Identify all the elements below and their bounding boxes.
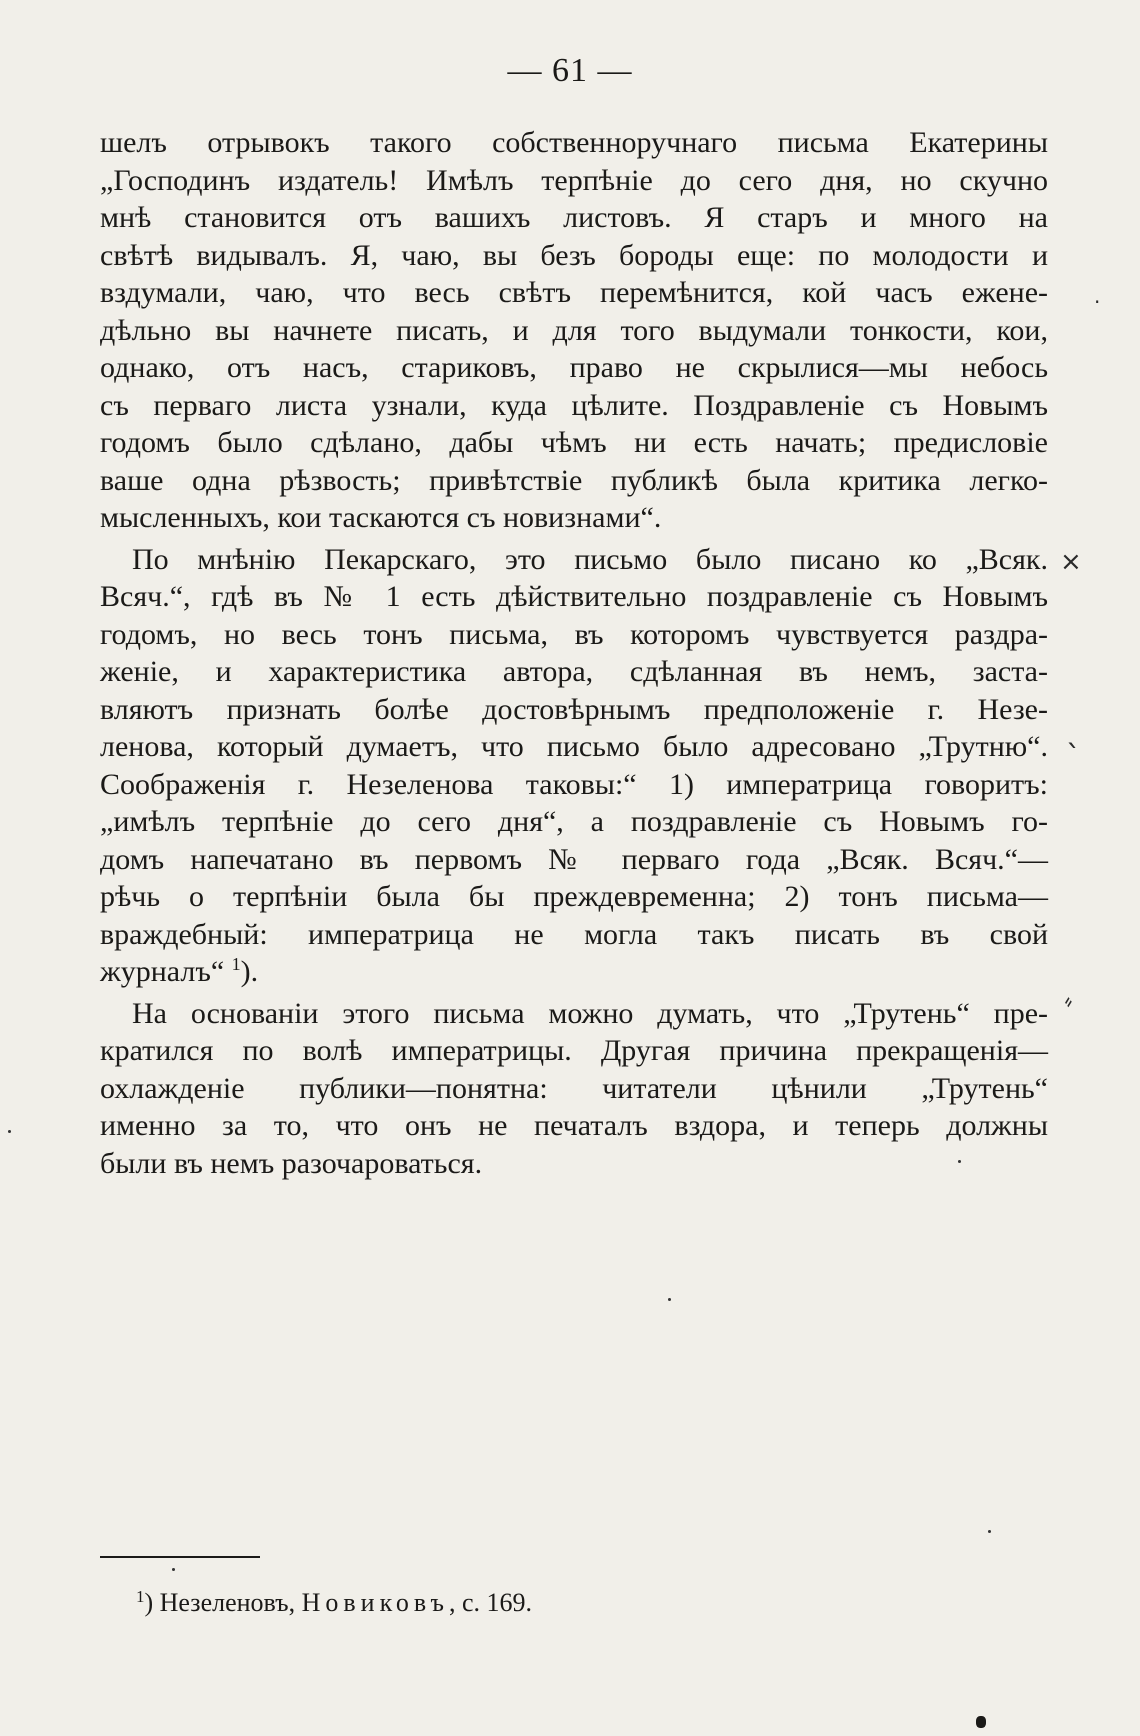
body-text: [100, 124, 1048, 1182]
text-line: женіе, и характеристика автора, сдѣланная въ немъ, заста-: [100, 655, 1048, 688]
text-line: Всяч.“, гдѣ въ № 1 есть дѣйствительно поздравленіе съ Новымъ: [100, 580, 1048, 613]
text-line: По мнѣнію Пекарскаго, это письмо было писано ко „Всяк.: [132, 542, 1048, 576]
paper-speck: [958, 1160, 961, 1163]
text-line: домъ напечатано въ первомъ № перваго года „Всяк. Всяч.“—: [100, 842, 1048, 876]
text-line: были въ немъ разочароваться.: [100, 1146, 483, 1180]
footnote-divider: [100, 1556, 260, 1558]
text-line: вляютъ признать болѣе достовѣрнымъ предположеніе г. Незе-: [100, 692, 1048, 726]
margin-dot-mark: ·: [1094, 290, 1101, 314]
text-line: однако, отъ насъ, стариковъ, право не скрылися—мы небось: [100, 351, 1048, 384]
footnote-text: ) Незеленовъ,: [144, 1588, 302, 1617]
text-line: кратился по волѣ императрицы. Другая причина прекращенія—: [100, 1034, 1048, 1067]
text-line: Соображенія г. Незеленова таковы:“ 1) императрица говоритъ:: [100, 767, 1048, 801]
text-line: враждебный: императрица не могла такъ писать въ свой: [100, 917, 1048, 951]
ink-blot: [976, 1716, 986, 1728]
paper-speck: [988, 1530, 991, 1533]
text-line: „имѣлъ терпѣніе до сего дня“, а поздравленіе съ Новымъ го-: [100, 805, 1048, 838]
text-line: съ перваго листа узнали, куда цѣлите. Поздравленіе съ Новымъ: [100, 388, 1048, 422]
margin-tick-mark: ˎ: [1066, 714, 1081, 749]
text-line: вздумали, чаю, что весь свѣтъ перемѣнится, кой часъ еженe-: [100, 276, 1048, 309]
text-line: охлажденіе публики—понятна: читатели цѣнили „Трутень“: [100, 1071, 1048, 1105]
text-line: ленова, который думаетъ, что письмо было адресовано „Трутню“.: [100, 730, 1048, 763]
footnote: [136, 1588, 532, 1618]
footnote-marker: 1: [136, 1587, 145, 1606]
text-line: рѣчь о терпѣніи была бы преждевременна; 2) тонъ письма—: [100, 880, 1048, 913]
paper-speck: [172, 1568, 175, 1571]
paper-speck: [668, 1298, 671, 1301]
text-fragment: журналъ“: [100, 955, 225, 988]
text-line: годомъ было сдѣлано, дабы чѣмъ ни есть начать; предисловіе: [100, 426, 1048, 459]
margin-cross-mark: ×: [1060, 547, 1082, 577]
margin-check-mark: ⸗: [1057, 989, 1079, 1014]
paragraph-2: [100, 541, 1048, 991]
text-line: [100, 953, 1048, 991]
text-line: ваше одна рѣзвость; привѣтствіе публикѣ была критика легко-: [100, 463, 1048, 497]
text-line: именно за то, что онъ не печаталъ вздора, и теперь должны: [100, 1109, 1048, 1142]
text-line: мысленныхъ, кои таскаются съ новизнами“.: [100, 501, 662, 534]
text-line: шелъ отрывокъ такого собственноручнаго письма Екатерины: [100, 126, 1048, 159]
footnote-reference[interactable]: 1: [231, 954, 241, 974]
page-number: — 61 —: [507, 52, 633, 89]
text-fragment: ).: [240, 955, 259, 988]
text-line: дѣльно вы начнете писать, и для того выдумали тонкости, кои,: [100, 313, 1048, 347]
paragraph-3: [100, 995, 1048, 1183]
text-line: „Господинъ издатель! Имѣлъ терпѣніе до сего дня, но скучно: [100, 163, 1048, 197]
footnote-title: Новиковъ: [301, 1588, 449, 1617]
paper-speck: [8, 1130, 11, 1133]
text-line: годомъ, но весь тонъ письма, въ которомъ чувствуется раздра-: [100, 617, 1048, 651]
text-line: На основаніи этого письма можно думать, что „Трутень“ пре-: [132, 996, 1048, 1030]
text-line: мнѣ становится отъ вашихъ листовъ. Я старъ и много на: [100, 201, 1048, 234]
footnote-page: , с. 169.: [448, 1588, 533, 1617]
text-line: свѣтѣ видывалъ. Я, чаю, вы безъ бороды еще: по молодости и: [100, 238, 1048, 272]
paragraph-1: [100, 124, 1048, 537]
